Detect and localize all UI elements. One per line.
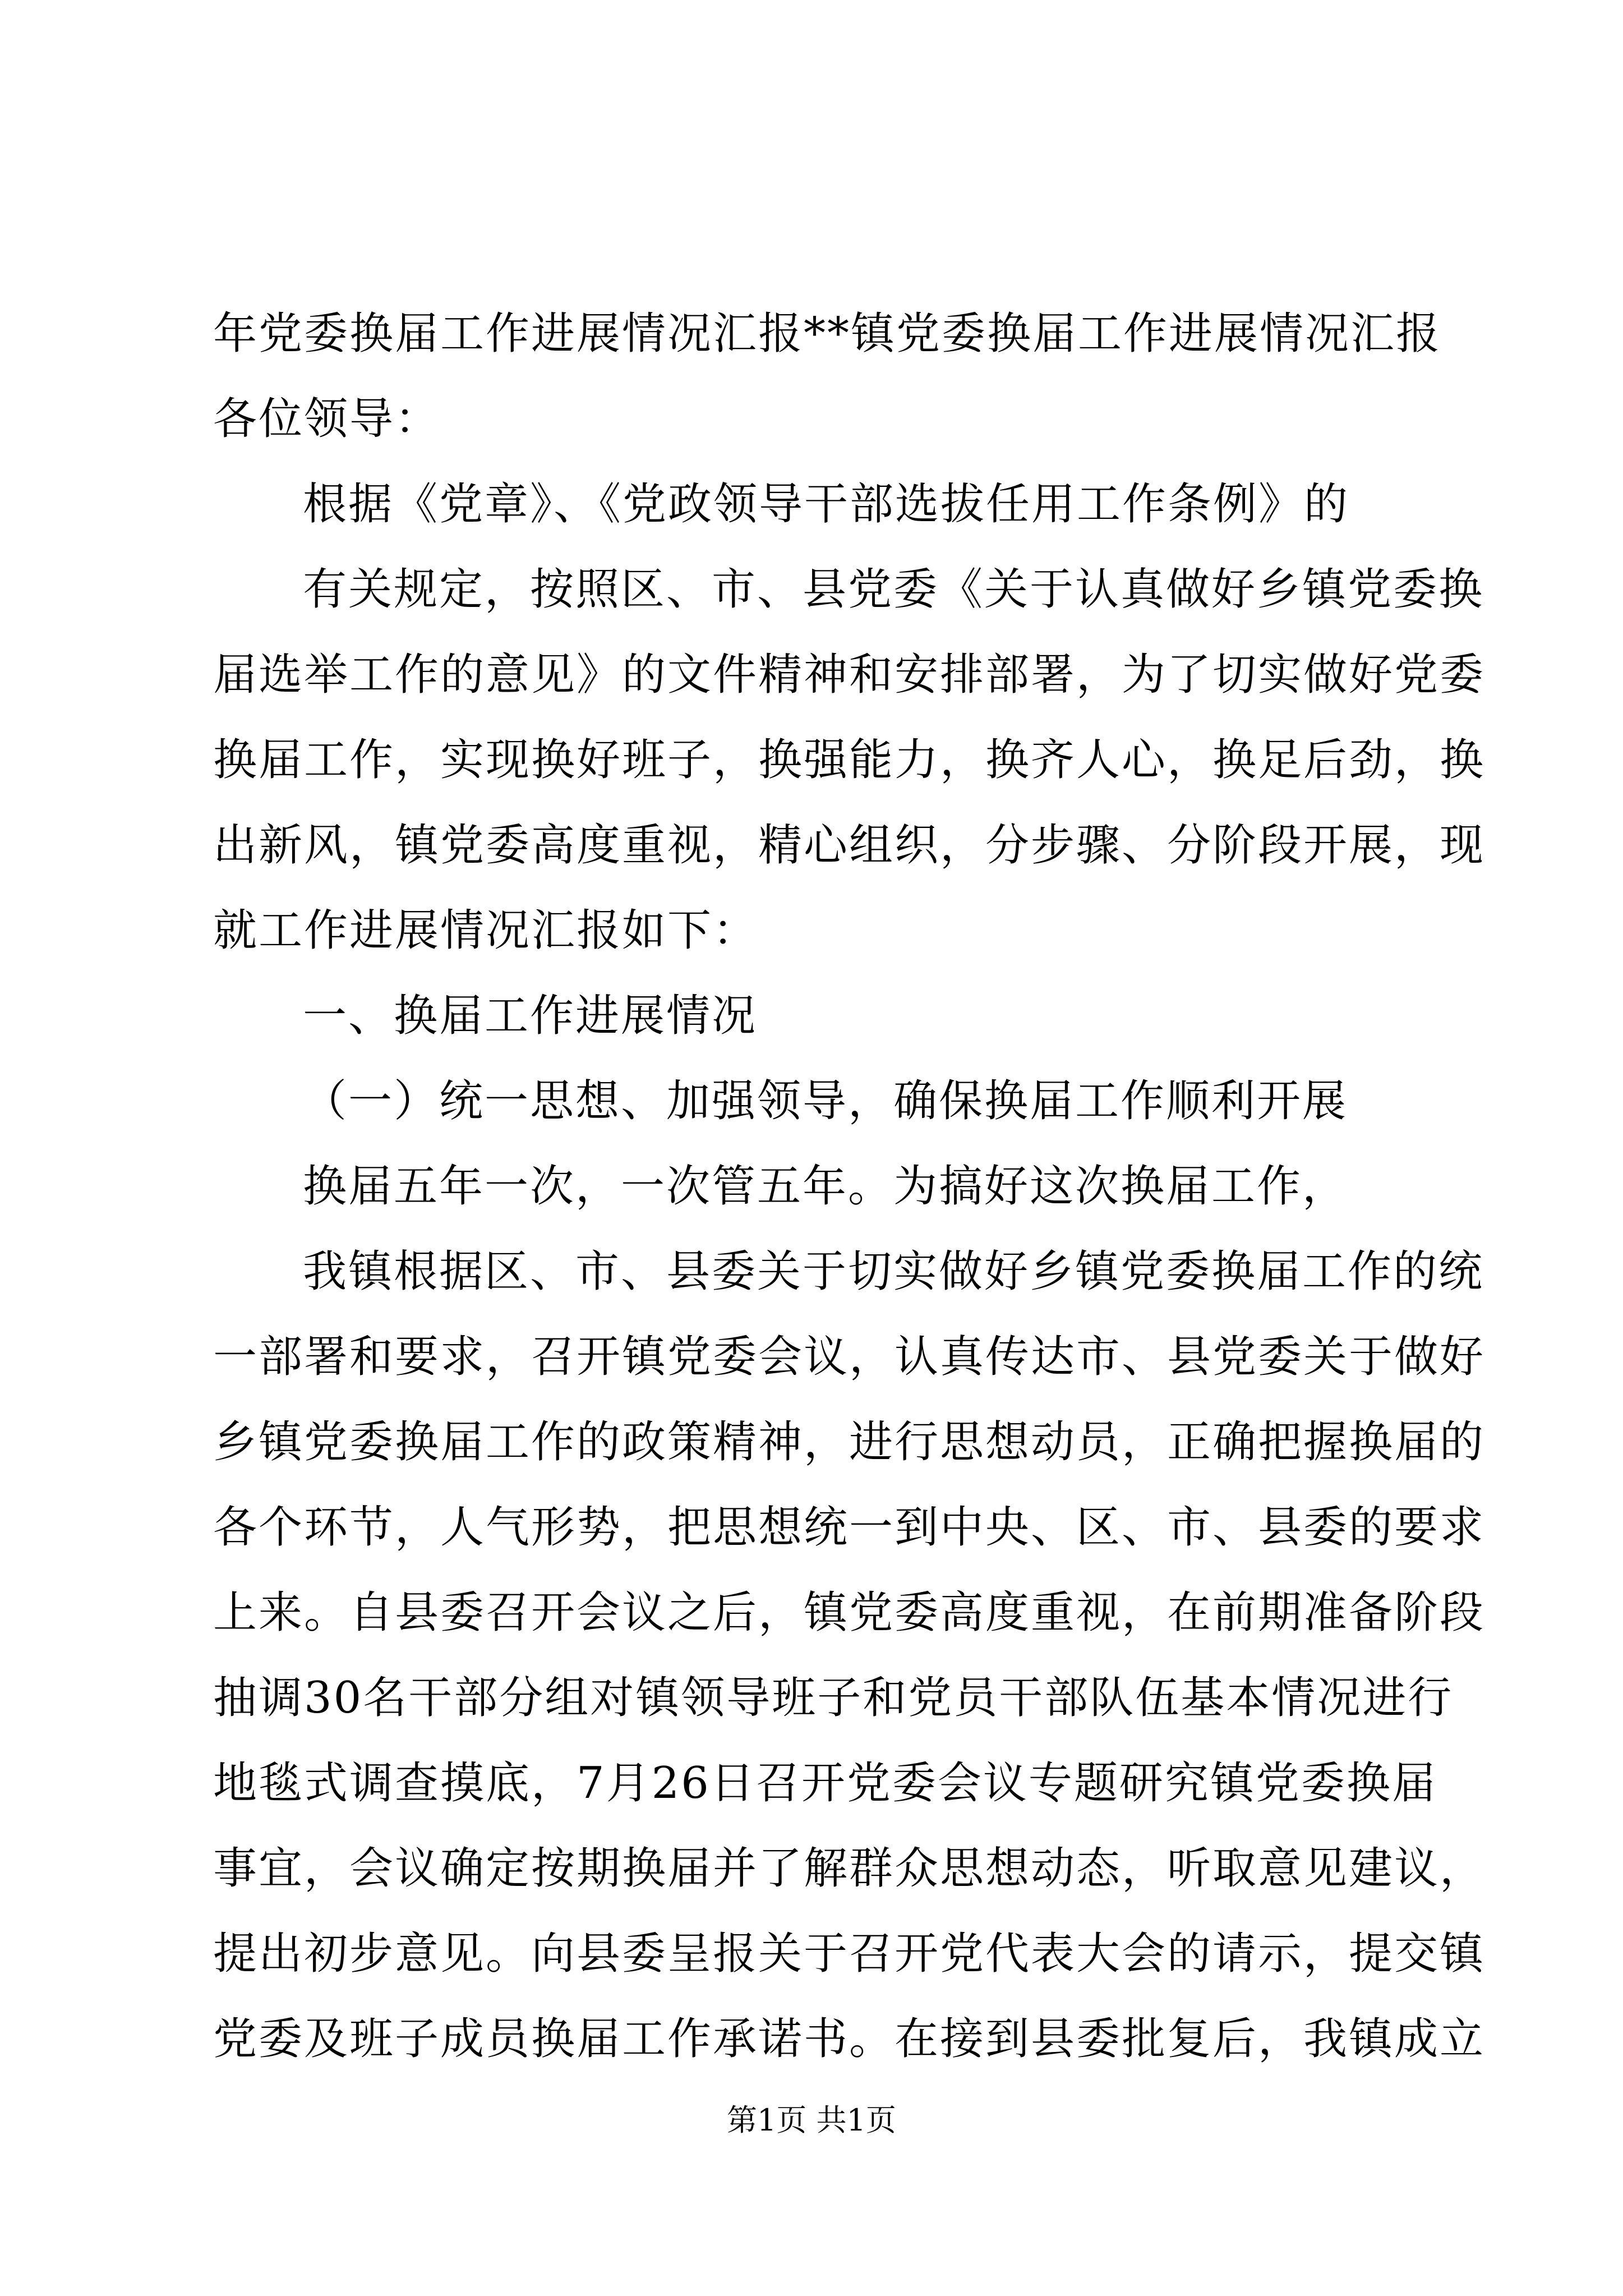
document-title-line: 年党委换届工作进展情况汇报**镇党委换届工作进展情况汇报 [213,309,1442,359]
paragraph-line: 换届五年一次，一次管五年。为搞好这次换届工作， [303,1161,1348,1212]
paragraph-line: 我镇根据区、市、县委关于切实做好乡镇党委换届工作的统 [303,1246,1484,1297]
paragraph-line: 上来。自县委召开会议之后，镇党委高度重视，在前期准备阶段 [213,1588,1486,1638]
paragraph-line: 换届工作，实现换好班子，换强能力，换齐人心，换足后劲，换 [213,735,1486,785]
paragraph-line: 事宜，会议确定按期换届并了解群众思想动态，听取意见建议， [213,1843,1486,1894]
page-number-footer: 第1页 共1页 [727,2102,896,2138]
paragraph-line: 党委及班子成员换届工作承诺书。在接到县委批复后，我镇成立 [213,2014,1486,2064]
paragraph-line: 各个环节，人气形势，把思想统一到中央、区、市、县委的要求 [213,1502,1486,1553]
paragraph-line: 乡镇党委换届工作的政策精神，进行思想动员，正确把握换届的 [213,1417,1486,1467]
salutation-line: 各位领导： [213,394,441,444]
subsection-heading: （一）统一思想、加强领导，确保换届工作顺利开展 [303,1076,1348,1126]
paragraph-line: 届选举工作的意见》的文件精神和安排部署，为了切实做好党委 [213,650,1486,700]
paragraph-line: 地毯式调查摸底，7月26日召开党委会议专题研究镇党委换届 [213,1758,1437,1809]
paragraph-line: 就工作进展情况汇报如下： [213,905,759,956]
paragraph-line: 有关规定，按照区、市、县党委《关于认真做好乡镇党委换 [303,564,1484,615]
paragraph-line: 一部署和要求，召开镇党委会议，认真传达市、县党委关于做好 [213,1332,1486,1382]
paragraph-line: 提出初步意见。向县委呈报关于召开党代表大会的请示，提交镇 [213,1929,1486,1979]
paragraph-line: 出新风，镇党委高度重视，精心组织，分步骤、分阶段开展，现 [213,820,1486,871]
section-heading: 一、换届工作进展情况 [303,991,758,1041]
paragraph-line: 根据《党章》、《党政领导干部选拔任用工作条例》的 [303,479,1350,530]
paragraph-line: 抽调30名干部分组对镇领导班子和党员干部队伍基本情况进行 [213,1673,1454,1723]
